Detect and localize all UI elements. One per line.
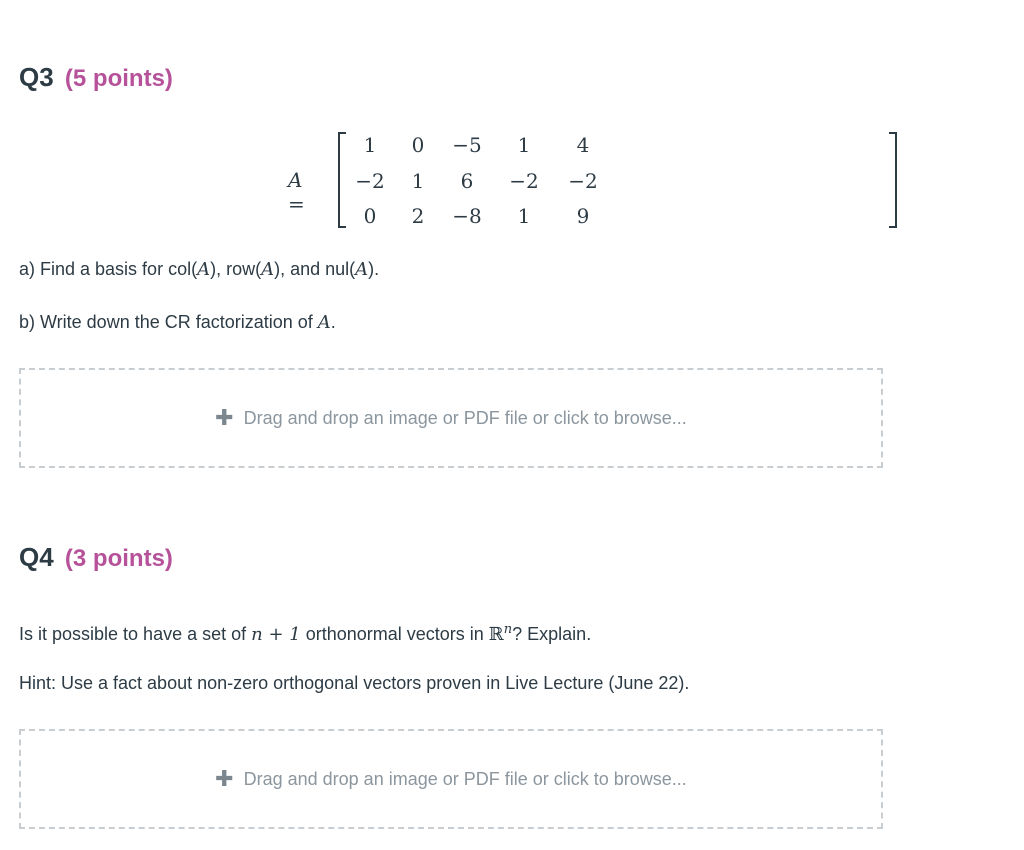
matrix-cell: 1	[517, 204, 531, 228]
q3-part-b	[19, 310, 885, 335]
math-var: A	[197, 259, 211, 280]
question-4-number: Q4	[19, 542, 54, 572]
q3-part-a-text: ).	[368, 259, 380, 279]
question-4	[19, 542, 885, 574]
matrix-cell: 1	[363, 133, 377, 157]
matrix-name: A	[288, 168, 303, 192]
math-expression: n + 1	[251, 624, 301, 645]
matrix-cell: 4	[576, 133, 590, 157]
matrix-cell: 9	[576, 204, 590, 228]
q3-part-b-text: .	[330, 312, 336, 332]
question-3-points: (5 points)	[64, 65, 173, 92]
matrix-cell: 1	[517, 133, 531, 157]
q3-upload-dropzone[interactable]	[19, 368, 883, 468]
math-var: A	[355, 259, 369, 280]
matrix-cell: 6	[460, 169, 474, 193]
math-var: A	[317, 312, 331, 333]
q4-hint: Hint: Use a fact about non-zero orthogonal vectors proven in Live Lecture (June 22).	[19, 673, 690, 693]
matrix-equals: =	[288, 192, 305, 216]
q4-question-text: orthonormal vectors in	[300, 624, 489, 644]
question-3-number: Q3	[19, 62, 54, 92]
matrix-cell: 2	[411, 204, 425, 228]
math-space: ℝ	[488, 624, 504, 645]
matrix-cell: −8	[452, 204, 482, 228]
q4-upload-dropzone[interactable]	[19, 729, 883, 829]
q4-question-text: ? Explain.	[512, 624, 592, 644]
q3-part-a-text: a) Find a basis for col(	[19, 259, 198, 279]
q3-part-a	[19, 257, 885, 282]
question-4-points: (3 points)	[64, 545, 173, 572]
q3-part-b-text: b) Write down the CR factorization of	[19, 312, 318, 332]
matrix-cell: −2	[568, 169, 598, 193]
matrix-cell: 0	[411, 133, 425, 157]
q3-part-a-text: ), and nul(	[274, 259, 356, 279]
upload-label: Drag and drop an image or PDF file or click to browse...	[243, 768, 687, 789]
plus-icon: ✚	[215, 405, 234, 430]
q4-question-text: Is it possible to have a set of	[19, 624, 252, 644]
matrix-label	[288, 168, 305, 216]
matrix-cell: −2	[355, 169, 385, 193]
matrix-cell: 1	[411, 169, 425, 193]
matrix-right-bracket	[889, 132, 897, 228]
matrix-cell: −2	[509, 169, 539, 193]
math-exponent: n	[503, 622, 513, 637]
question-3-title	[19, 62, 885, 94]
plus-icon: ✚	[215, 766, 234, 791]
q3-part-a-text: ), row(	[210, 259, 262, 279]
matrix-cell: −5	[452, 133, 482, 157]
question-3	[19, 62, 885, 94]
matrix-cell: 0	[363, 204, 377, 228]
q4-question	[19, 618, 885, 647]
question-4-title	[19, 542, 885, 574]
math-var: A	[261, 259, 275, 280]
upload-label: Drag and drop an image or PDF file or click to browse...	[243, 407, 687, 428]
